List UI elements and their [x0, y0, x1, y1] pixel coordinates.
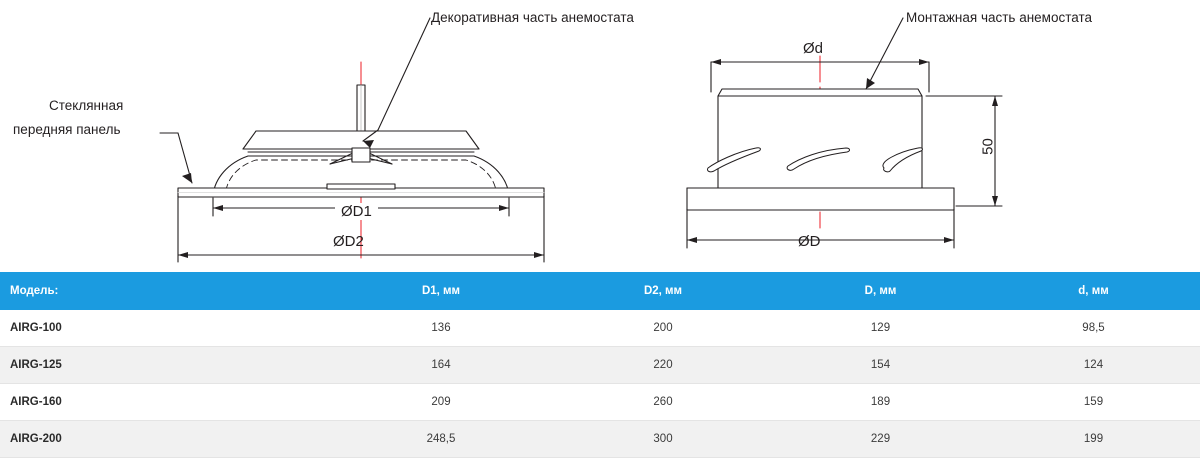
- mount-body: [718, 96, 922, 188]
- dim-height-arrow-bottom: [992, 196, 998, 206]
- spec-table-head: [0, 272, 1200, 310]
- column-header-d2: D2, мм: [552, 272, 774, 310]
- spec-table-body: [0, 310, 1200, 458]
- annotation-glass-panel-line2: передняя панель: [13, 122, 121, 137]
- dim-d2-arrow-right: [534, 252, 544, 258]
- cell-d2: 260: [552, 384, 774, 421]
- mount-flange: [687, 188, 954, 210]
- spec-table-header-row: [0, 272, 1200, 310]
- right-mount-view: [687, 18, 1002, 248]
- annotation-mount-part: Монтажная часть анемостата: [906, 10, 1093, 25]
- column-header-dsmall: d, мм: [987, 272, 1200, 310]
- dimension-d1: ØD1: [335, 203, 378, 220]
- spec-table: [0, 272, 1200, 458]
- cell-d1: 248,5: [330, 421, 552, 458]
- column-header-model: Модель:: [0, 272, 330, 310]
- table-row: [0, 384, 1200, 421]
- column-header-d1: D1, мм: [330, 272, 552, 310]
- cell-d2: 300: [552, 421, 774, 458]
- cell-dsmall: 98,5: [987, 310, 1200, 347]
- dim-height-arrow-top: [992, 96, 998, 106]
- cell-d1: 209: [330, 384, 552, 421]
- cell-d: 154: [774, 347, 987, 384]
- mount-body-top: [718, 89, 922, 96]
- center-pad: [327, 184, 395, 189]
- cell-model: AIRG-125: [0, 347, 330, 384]
- leader-decor: [363, 18, 430, 141]
- cell-d1: 136: [330, 310, 552, 347]
- dim-d2-arrow-left: [178, 252, 188, 258]
- annotation-glass-panel-line1: Стеклянная: [49, 98, 124, 113]
- dimension-d-big: ØD: [798, 233, 821, 250]
- decor-plate: [243, 131, 479, 149]
- table-row: [0, 347, 1200, 384]
- cell-d: 189: [774, 384, 987, 421]
- spec-table-wrapper: [0, 272, 1200, 458]
- column-header-d: D, мм: [774, 272, 987, 310]
- table-row: [0, 310, 1200, 347]
- cell-d: 229: [774, 421, 987, 458]
- dim-d1-arrow-left: [213, 205, 223, 211]
- dim-d-small-arrow-left: [711, 59, 721, 65]
- cell-dsmall: 124: [987, 347, 1200, 384]
- cell-d2: 200: [552, 310, 774, 347]
- cell-dsmall: 199: [987, 421, 1200, 458]
- dimension-d2: ØD2: [333, 233, 364, 250]
- left-section-view: [160, 18, 544, 262]
- cell-d: 129: [774, 310, 987, 347]
- dim-d-big-arrow-right: [944, 237, 954, 243]
- cell-dsmall: 159: [987, 384, 1200, 421]
- dimension-height: 50: [979, 138, 997, 155]
- leader-mount: [866, 18, 903, 89]
- cell-model: AIRG-200: [0, 421, 330, 458]
- hub: [352, 148, 370, 162]
- cell-model: AIRG-160: [0, 384, 330, 421]
- annotation-decor-part: Декоративная часть анемостата: [431, 10, 634, 25]
- dim-d-small-arrow-right: [919, 59, 929, 65]
- dimension-d-small: Ød: [803, 40, 824, 57]
- cell-d2: 220: [552, 347, 774, 384]
- cell-model: AIRG-100: [0, 310, 330, 347]
- dim-d1-arrow-right: [499, 205, 509, 211]
- leader-glass-arrow: [182, 173, 192, 183]
- cell-d1: 164: [330, 347, 552, 384]
- table-row: [0, 421, 1200, 458]
- dim-d-big-arrow-left: [687, 237, 697, 243]
